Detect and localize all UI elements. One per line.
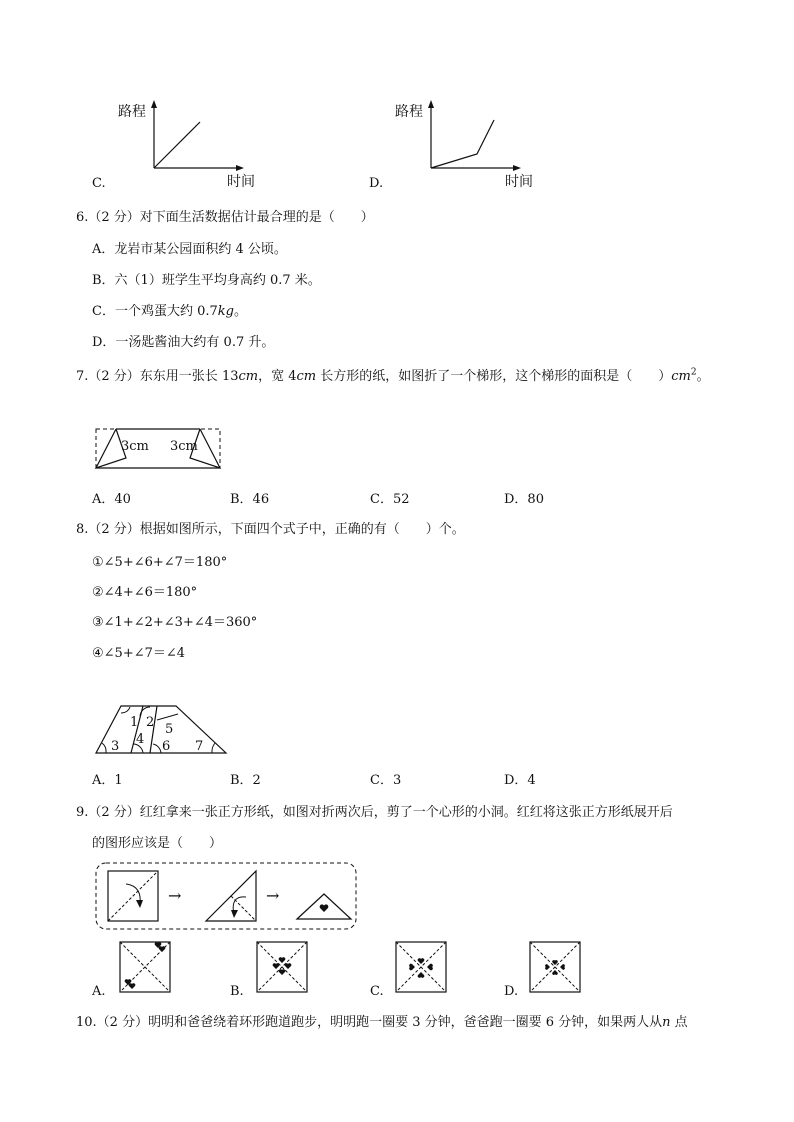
q9-d-heart-icon	[552, 970, 558, 975]
q8-label-1: 1	[130, 715, 139, 730]
q6-option-b: B．六（1）班学生平均身高约 0.7 米。	[92, 273, 321, 288]
q8-option-a: A．1	[92, 773, 123, 788]
q8-label-2: 2	[146, 715, 155, 730]
q9-c-heart-icon	[409, 964, 415, 971]
q9-b-heart-icon	[285, 963, 292, 969]
q9-stem-line-2: 的图形应该是（ ）	[92, 836, 223, 851]
q7-option-a: A．40	[92, 492, 131, 507]
q8-line-3: ③∠1+∠2+∠3+∠4＝360°	[92, 615, 258, 630]
q9-c-heart-icon	[418, 958, 425, 964]
q8-option-c: C．3	[370, 773, 402, 788]
q9-option-c-label: C.	[370, 984, 384, 999]
q8-line-2: ②∠4+∠6＝180°	[92, 585, 198, 600]
q9-c-heart-icon	[427, 964, 433, 971]
q6-stem: 6.（2 分）对下面生活数据估计最合理的是（ ）	[76, 210, 374, 225]
q7-option-d: D．80	[504, 492, 544, 507]
q9-option-d-label: D.	[504, 984, 519, 999]
q9-option-a-label: A.	[92, 984, 106, 999]
q8-option-b: B．2	[230, 773, 261, 788]
q8-line-1: ①∠5+∠6+∠7＝180°	[92, 555, 228, 570]
q10-stem: 10.（2 分）明明和爸爸绕着环形跑道跑步，明明跑一圈要 3 分钟，爸爸跑一圈要 6 分钟，如果两人从n 点	[76, 1015, 688, 1030]
q7-stem: 7.（2 分）东东用一张长 13cm，宽 4cm 长方形的纸，如图折了一个梯形，这个梯形的面积是（ ）$cm^2$。	[76, 367, 710, 384]
q5-option-d-label: D.	[369, 176, 384, 191]
q8-label-5: 5	[165, 722, 174, 737]
q8-label-7: 7	[195, 739, 204, 754]
q9-c-heart-icon	[418, 972, 425, 978]
q7-fig-label-left: 3cm	[121, 439, 149, 454]
q5-d-axis-x-label: 时间	[505, 174, 533, 190]
q7-option-c: C．52	[370, 492, 410, 507]
q8-label-6: 6	[162, 739, 171, 754]
q8-stem: 8.（2 分）根据如图所示，下面四个式子中，正确的有（ ）个。	[76, 522, 465, 537]
q6-option-c: C．一个鸡蛋大约 0.7kg。	[92, 304, 247, 319]
q5-c-axis-y-label: 路程	[118, 104, 146, 120]
q9-b-heart-icon	[273, 963, 280, 969]
q9-d-heart-icon	[552, 960, 558, 965]
q9-b-heart-icon	[279, 957, 286, 963]
q9-d-heart-icon	[545, 964, 550, 970]
q5-d-axis-y-label: 路程	[395, 104, 423, 120]
q9-arrow-1: →	[168, 886, 182, 905]
q8-line-4: ④∠5+∠7＝∠4	[92, 646, 186, 661]
q8-option-d: D．4	[504, 773, 536, 788]
q7-fig-label-right: 3cm	[170, 439, 198, 454]
q5-option-c-label: C.	[92, 176, 106, 191]
q9-stem-line-1: 9.（2 分）红红拿来一张正方形纸，如图对折两次后，剪了一个心形的小洞。红红将这张正方形纸展开后	[76, 805, 673, 820]
q6-option-a: A．龙岩市某公园面积约 4 公顷。	[92, 242, 287, 257]
q8-label-4: 4	[136, 732, 145, 747]
q8-label-3: 3	[111, 739, 120, 754]
q9-option-b-label: B.	[230, 984, 244, 999]
q9-d-heart-icon	[560, 964, 565, 970]
q9-arrow-2: →	[266, 886, 280, 905]
q9-a-heart-icon	[159, 946, 166, 952]
q7-option-b: B．46	[230, 492, 270, 507]
q9-a-heart-icon	[129, 983, 136, 989]
q6-option-d: D．一汤匙酱油大约有 0.7 升。	[92, 335, 275, 350]
q5-c-axis-x-label: 时间	[227, 174, 255, 190]
q9-b-heart-icon	[279, 969, 286, 975]
